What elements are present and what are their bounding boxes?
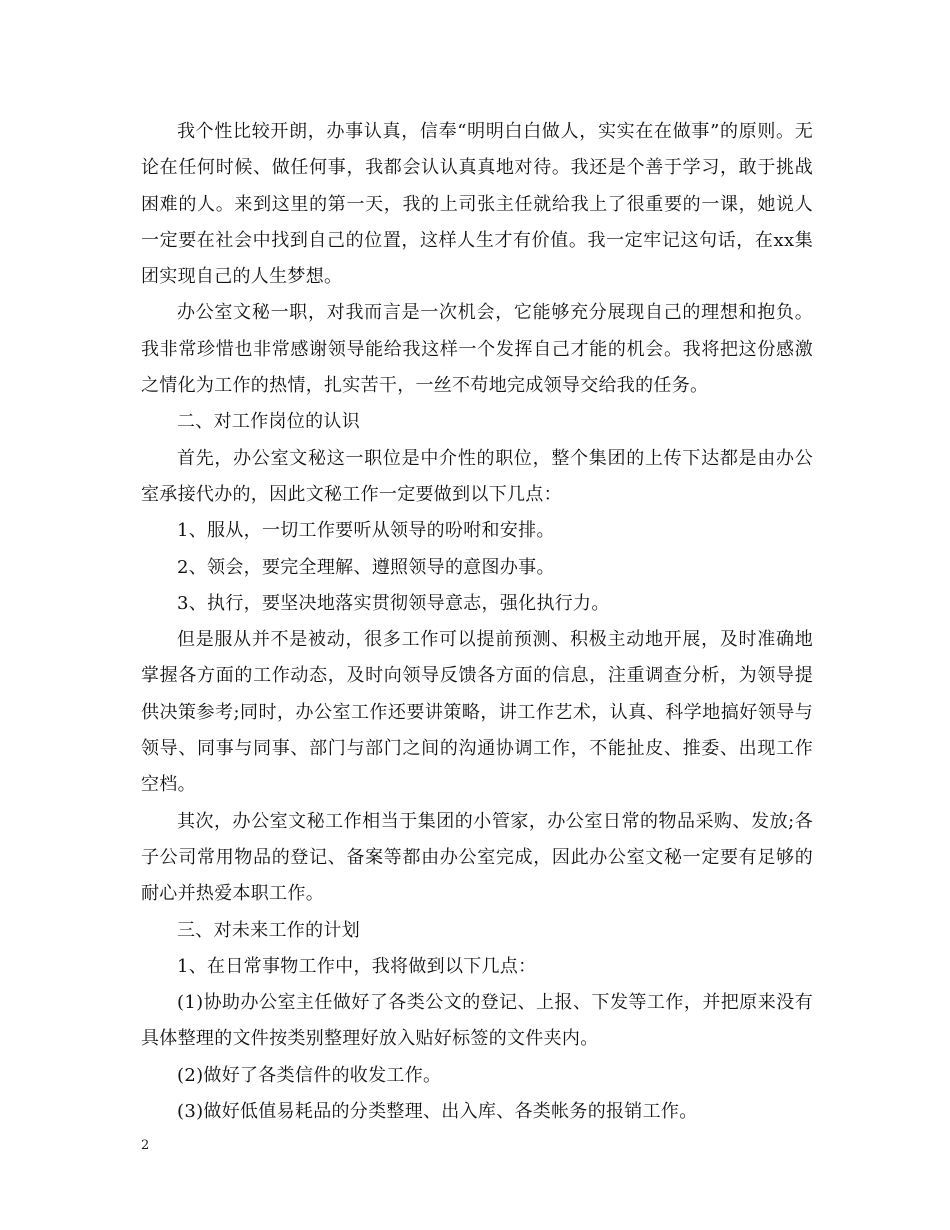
list-item-documents: (1)协助办公室主任做好了各类公文的登记、上报、下发等工作，并把原来没有具体整理的文件按类别整理好放入贴好标签的文件夹内。 [141,992,813,1050]
paragraph-personality: 我个性比较开朗，办事认真，信奉“明明白白做人，实实在在做事”的原则。无论在任何时候、做任何事，我都会认认真真地对待。我还是个善于学习，敢于挑战困难的人。来到这里的第一天，我的上司张主任就给我上了很重要的一课，她说人一定要在社会中找到自己的位置，这样人生才有价值。我一定牢记这句话，在xx集团实现自己的人生梦想。 [141,121,813,288]
list-item-letters: (2)做好了各类信件的收发工作。 [177,1064,442,1086]
list-item-execute: 3、执行，要坚决地落实贯彻领导意志，强化执行力。 [177,592,610,614]
list-item-obey: 1、服从，一切工作要听从领导的吩咐和安排。 [177,520,555,542]
section-heading-future-plan: 三、对未来工作的计划 [177,919,360,941]
paragraph-proactive: 但是服从并不是被动，很多工作可以提前预测、积极主动地开展，及时准确地掌握各方面的工作动态，及时向领导反馈各方面的信息，注重调查分析，为领导提供决策参考;同时，办公室工作还要讲策略，讲工作艺术，认真、科学地搞好领导与领导、同事与同事、部门与部门之间的沟通协调工作，不能扯皮、推委、出现工作空档。 [141,629,813,796]
section-heading-job-understanding: 二、对工作岗位的认识 [177,411,360,433]
list-item-daily-work: 1、在日常事物工作中，我将做到以下几点： [177,955,537,977]
paragraph-opportunity: 办公室文秘一职，对我而言是一次机会，它能够充分展现自己的理想和抱负。我非常珍惜也非常感谢领导能给我这样一个发挥自己才能的机会。我将把这份感激之情化为工作的热情，扎实苦干，一丝不苟地完成领导交给我的任务。 [141,302,813,397]
document-body [141,114,813,1130]
list-item-consumables: (3)做好低值易耗品的分类整理、出入库、各类帐务的报销工作。 [177,1101,698,1123]
paragraph-second-point: 其次，办公室文秘工作相当于集团的小管家，办公室日常的物品采购、发放;各子公司常用物品的登记、备案等都由办公室完成，因此办公室文秘一定要有足够的耐心并热爱本职工作。 [141,810,813,905]
page-number: 2 [141,1138,150,1153]
list-item-comprehend: 2、领会，要完全理解、遵照领导的意图办事。 [177,556,555,578]
paragraph-first-point: 首先，办公室文秘这一职位是中介性的职位，整个集团的上传下达都是由办公室承接代办的，因此文秘工作一定要做到以下几点： [141,447,813,505]
